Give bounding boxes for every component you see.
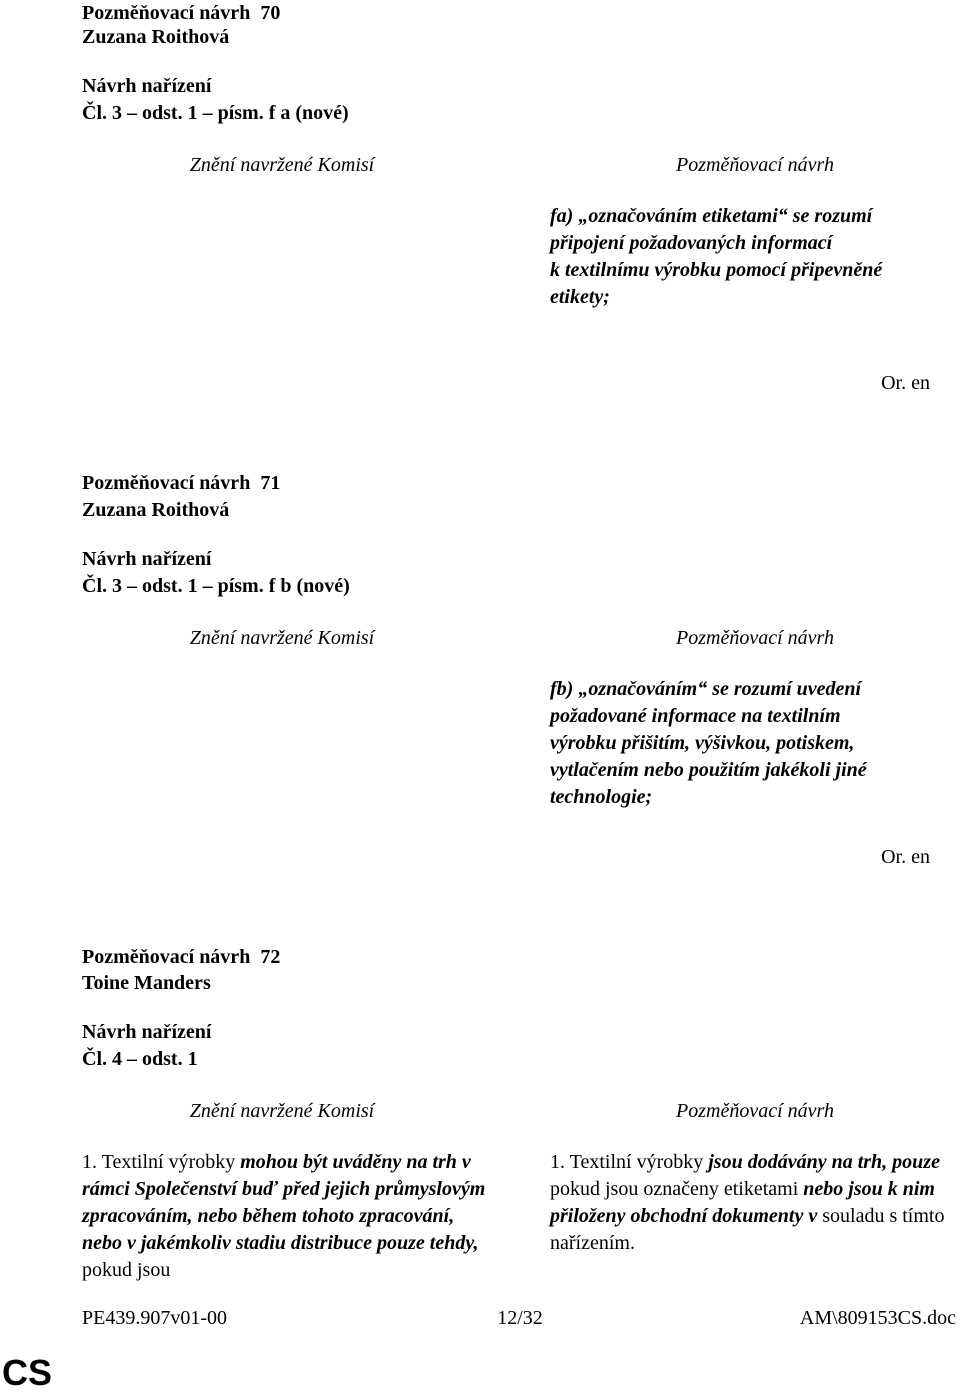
amendment-70-original-language: Or. en (881, 372, 930, 394)
amendment-71-reference: Čl. 3 – odst. 1 – písm. f b (nové) (82, 575, 350, 597)
amendment-72-commission-text: 1. Textilní výrobky mohou být uváděny na trh v rámci Společenství buď před jejich průmyslovým zpracováním, nebo během tohoto zpracování, nebo v jakémkoliv stadiu distribuce pouze tehdy, pokud jsou (82, 1151, 486, 1281)
amendment-70-amendment-heading: Pozměňovací návrh (676, 154, 834, 176)
amendment-70-commission-heading: Znění navržené Komisí (189, 154, 375, 176)
text-line: fa) „označováním etiketami“ se rozumí (550, 205, 873, 227)
amendment-71-commission-heading: Znění navržené Komisí (189, 627, 375, 649)
footer-file-name: AM\809153CS.doc (799, 1307, 956, 1329)
amendment-71-author: Zuzana Roithová (82, 499, 230, 521)
amendment-70-title: Pozměňovací návrh 70 (82, 2, 281, 24)
amendment-71-amendment-heading: Pozměňovací návrh (676, 627, 834, 649)
amendment-72-commission-heading: Znění navržené Komisí (189, 1100, 375, 1122)
text-line: výrobku přišitím, výšivkou, potiskem, (550, 732, 855, 754)
text-line: připojení požadovaných informací (550, 232, 833, 254)
amendment-70-author: Zuzana Roithová (82, 26, 230, 48)
text-line: k textilnímu výrobku pomocí připevněné (550, 259, 883, 281)
amendment-70-text (550, 203, 950, 311)
amendment-70-doc-type: Návrh nařízení (82, 75, 212, 97)
amendment-72-author: Toine Manders (82, 972, 211, 994)
text-line: fb) „označováním“ se rozumí uvedení (550, 678, 862, 700)
amendment-72-reference: Čl. 4 – odst. 1 (82, 1048, 198, 1070)
text-line: etikety; (550, 286, 610, 308)
text-line: technologie; (550, 786, 653, 808)
amendment-72-amendment-text: 1. Textilní výrobky jsou dodávány na trh, pouze pokud jsou označeny etiketami nebo jsou k nim přiloženy obchodní dokumenty v souladu s tímto nařízením. (550, 1151, 945, 1254)
amendment-71-text (550, 676, 950, 811)
footer-doc-ref: PE439.907v01-00 (82, 1307, 227, 1329)
footer-page-number: 12/32 (497, 1307, 543, 1329)
amendment-72-amendment-heading: Pozměňovací návrh (676, 1100, 834, 1122)
amendment-71-title: Pozměňovací návrh 71 (82, 472, 281, 494)
amendment-71-original-language: Or. en (881, 846, 930, 868)
amendment-70-reference: Čl. 3 – odst. 1 – písm. f a (nové) (82, 102, 349, 124)
text-line: vytlačením nebo použitím jakékoli jiné (550, 759, 867, 781)
amendment-72-doc-type: Návrh nařízení (82, 1021, 212, 1043)
text-line: požadované informace na textilním (550, 705, 841, 727)
amendment-72-title: Pozměňovací návrh 72 (82, 946, 281, 968)
amendment-71-doc-type: Návrh nařízení (82, 548, 212, 570)
footer-language-code: CS (2, 1352, 53, 1393)
